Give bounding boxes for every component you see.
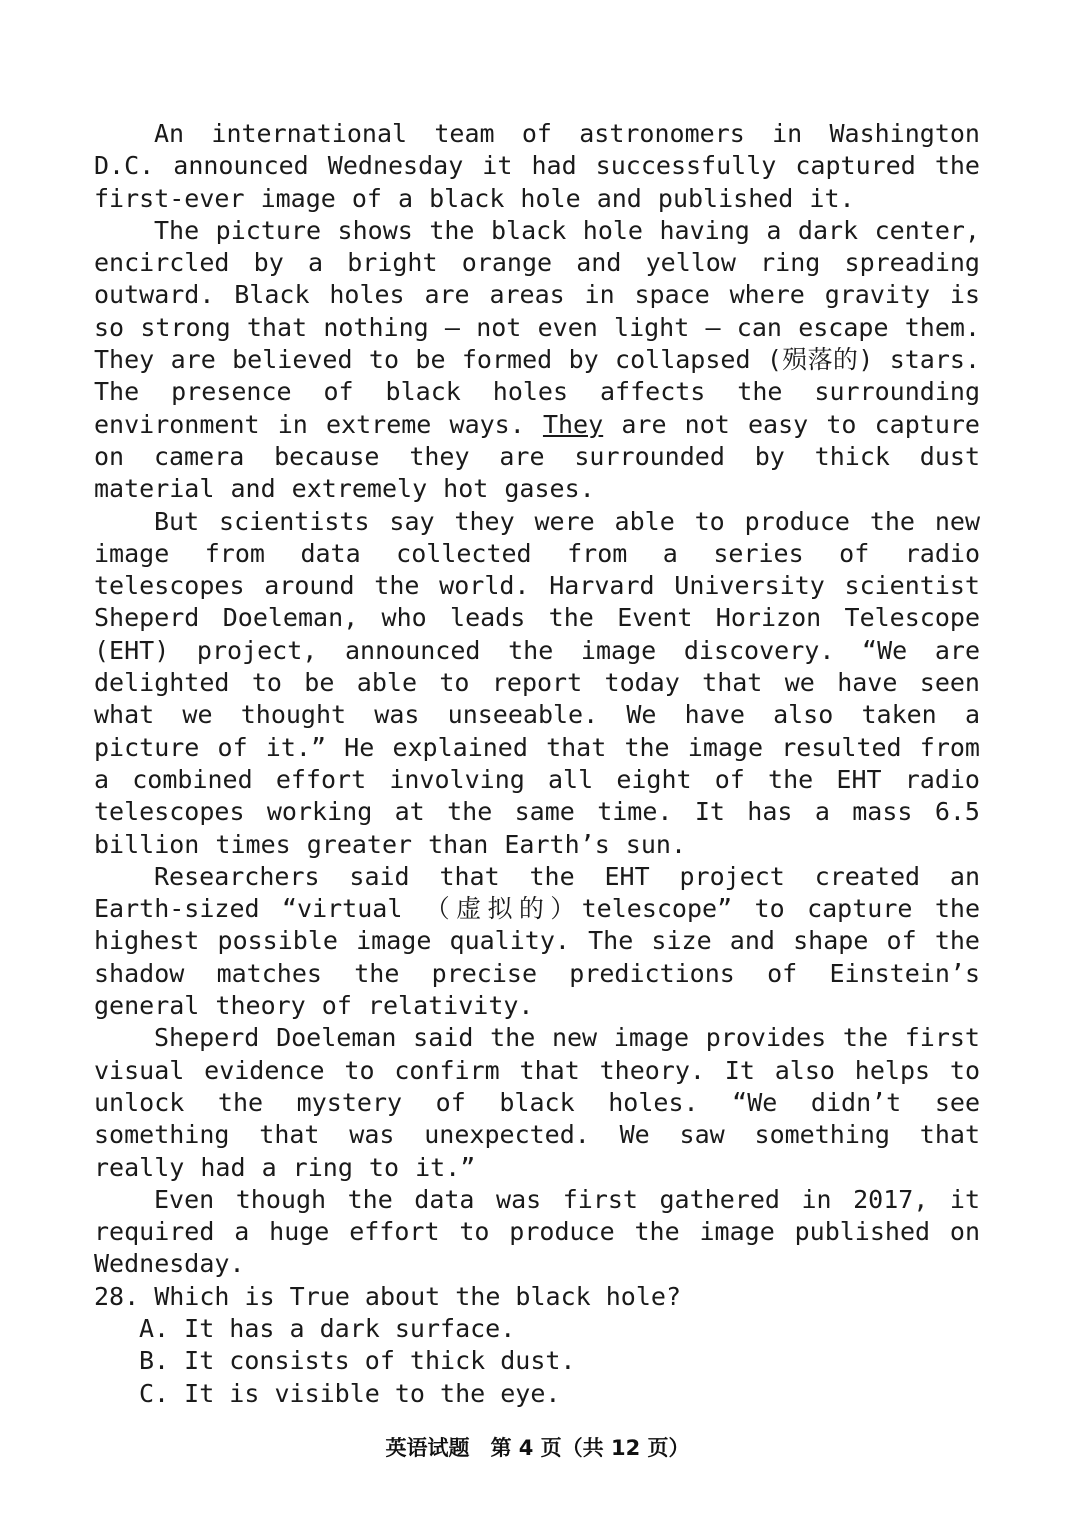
page-footer: 英语试题 第 4 页（共 12 页） [385, 1436, 690, 1460]
passage-paragraph-6: Even though the data was first gathered in 2017, it required a huge effort to produce the image published on Wednesday. [94, 1184, 980, 1279]
underlined-word: They [542, 409, 604, 439]
paragraph-2-text-before: The picture shows the black hole having a dark center, encircled by a bright orange and yellow ring spreading outward. Black holes are areas in space where gravity is so strong that nothing – not even light – can escape them. They are believed to be formed by collapsed (殒落的) stars. The presence of black holes affects the surrounding environment in extreme ways. [94, 215, 980, 439]
passage-paragraph-1: An international team of astronomers in Washington D.C. announced Wednesday it had successfully captured the first-ever image of a black hole and published it. [94, 119, 980, 213]
exam-page-body [94, 118, 980, 1410]
option-c: C. It is visible to the eye. [139, 1378, 561, 1408]
passage-paragraph-3: But scientists say they were able to produce the new image from data collected from a series of radio telescopes around the world. Harvard University scientist Sheperd Doeleman, who leads the Event Horizon Telescope (EHT) project, announced the image discovery. “We are delighted to be able to report today that we have seen what we thought was unseeable. We have also taken a picture of it.” He explained that the image resulted from a combined effort involving all eight of the EHT radio telescopes working at the same time. It has a mass 6.5 billion times greater than Earth’s sun. [94, 506, 980, 859]
passage-paragraph-4: Researchers said that the EHT project created an Earth-sized “virtual （虚拟的）telescope” to capture the highest possible image quality. The size and shape of the shadow matches the precise predictions of Einstein’s general theory of relativity. [94, 861, 980, 1021]
question-stem: 28. Which is True about the black hole? [94, 1281, 681, 1311]
paragraph-2-text-after: are not easy to capture on camera because they are surrounded by thick dust material and extremely hot gases. [94, 409, 980, 504]
option-b: B. It consists of thick dust. [139, 1346, 576, 1376]
passage-paragraph-5: Sheperd Doeleman said the new image provides the first visual evidence to confirm that theory. It also helps to unlock the mystery of black holes. “We didn’t see something that was unexpected. We saw something that really had a ring to it.” [94, 1023, 980, 1182]
passage-paragraph-2 [94, 215, 980, 506]
option-a: A. It has a dark surface. [139, 1313, 516, 1343]
